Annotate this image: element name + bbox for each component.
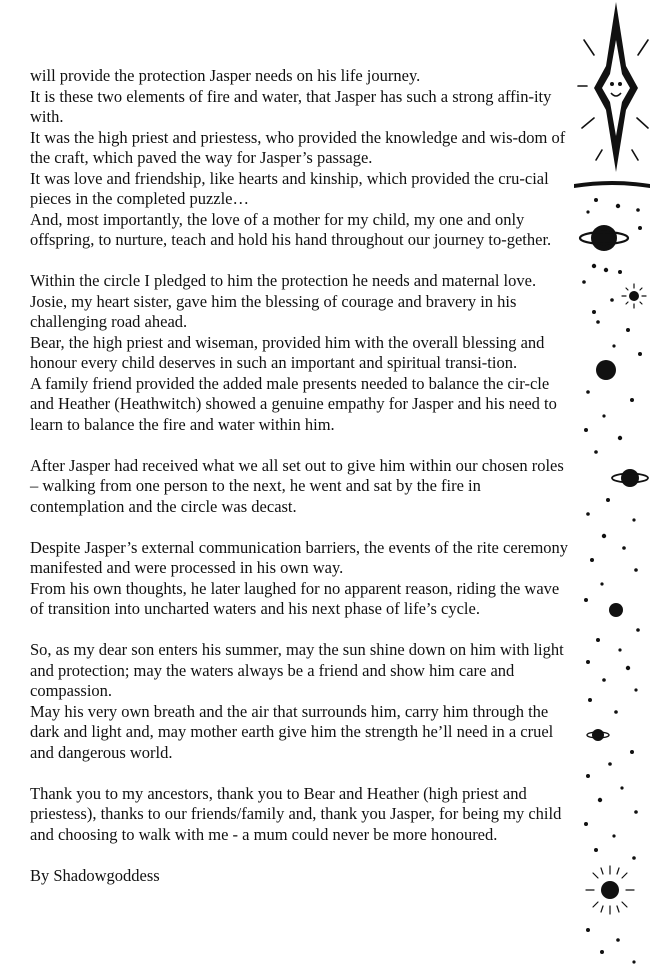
sun-icon [622,284,646,308]
star-face-icon [574,2,650,188]
line: Despite Jasper’s external communication barriers, the events of the rite ceremony manifested and were processed in his own way. [30,537,569,577]
small-planet-icon [612,469,648,487]
line: Thank you to my ancestors, thank you to Bear and Heather (high priest and priestess), thanks to our friends/family and, thank you Jasper, for being my child and choosing to walk with me - a mum could never be more honoured. [30,783,562,844]
line: Within the circle I pledged to him the protection he needs and maternal love. Josie, my heart sister, gave him the blessing of courage and bravery in his challenging road ahead. [30,271,537,331]
line: Bear, the high priest and wiseman, provided him with the overall blessing and honour every child deserves in such an important and spiritual transi-tion. [30,332,545,372]
planet-icon [580,225,628,251]
line: May his very own breath and the air that surrounds him, carry him through the dark and light and, may mother earth give him the strength he’ll need in a cruel and dangerous world. [30,701,554,762]
dot-field [582,198,642,964]
line: After Jasper had received what we all set out to give him within our chosen roles – walking from one person to the next, he went and sat by the fire in contemplation and the circle was decast. [30,455,564,516]
line: A family friend provided the added male presents needed to balance the cir-cle and Heather (Heathwitch) showed a genuine empathy for Jasper and his need to learn to balance the fire and water within him. [30,373,557,434]
dark-planet-icon [596,360,616,380]
line: will provide the protection Jasper needs on his life journey. [30,66,421,85]
line: From his own thoughts, he later laughed for no apparent reason, riding the wave of transition into uncharted waters and his next phase of life’s cycle. [30,578,560,618]
signature: By Shadowgoddess [30,865,160,885]
line: And, most importantly, the love of a mother for my child, my one and only offspring, to nurture, teach and hold his hand throughout our journey to-gether. [30,209,552,249]
line: It was the high priest and priestess, who provided the knowledge and wis-dom of the craft, which paved the way for Jasper’s passage. [30,127,566,167]
line: So, as my dear son enters his summer, may the sun shine down on him with light and protection; may the waters always be a friend and show him care and compassion. [30,640,564,700]
celestial-border [574,0,650,975]
large-sun-icon [586,866,634,914]
paragraph-4 [30,538,572,620]
paragraph-2 [30,271,572,435]
line: It was love and friendship, like hearts and kinship, which provided the cru-cial pieces in the completed puzzle… [30,168,549,208]
paragraph-5 [30,640,572,763]
line: It is these two elements of fire and water, that Jasper has such a strong affin-ity with. [30,86,552,126]
article-body [30,66,572,903]
paragraph-1 [30,66,572,251]
tiny-planet-icon [587,729,609,741]
paragraph-6 [30,784,572,846]
moon-icon [609,603,623,617]
paragraph-3 [30,456,572,518]
